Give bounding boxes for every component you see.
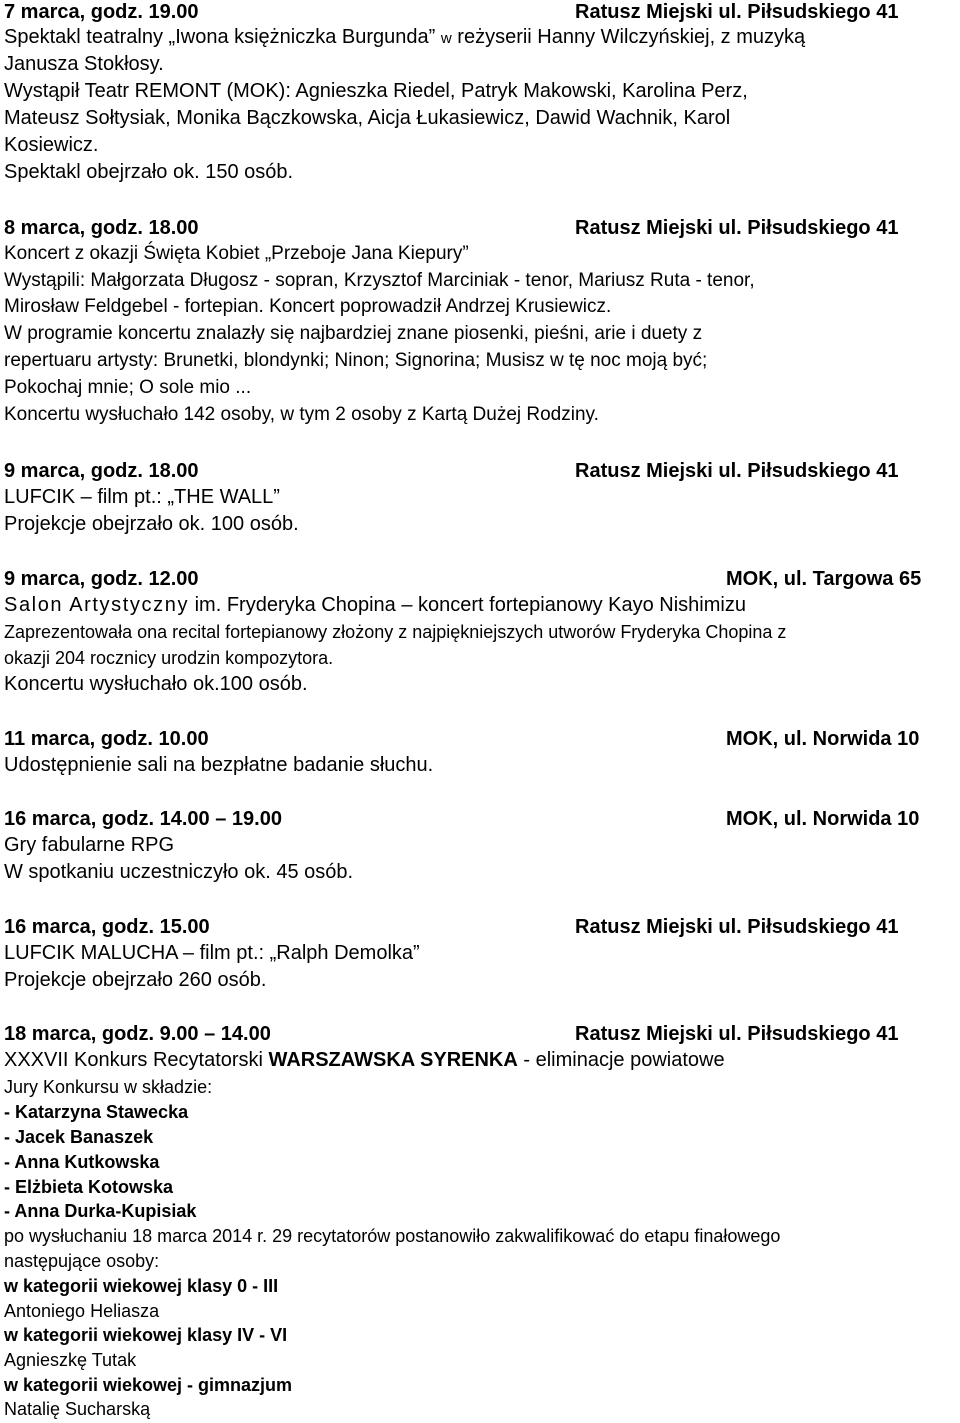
category-winner: Agnieszkę Tutak [4,1350,137,1370]
result-text: po wysłuchaniu 18 marca 2014 r. 29 recytatorów postanowiło zakwalifikować do etapu finałowego [4,1226,781,1246]
event-date: 18 marca, godz. 9.00 – 14.00 [4,1023,271,1045]
event-place: Ratusz Miejski ul. Piłsudskiego 41 [575,916,899,938]
event-program: W programie koncertu znalazły się najbardziej znane piosenki, pieśni, arie i duety z [4,323,703,344]
event-header [4,1021,956,1047]
jury-member: - Anna Kutkowska [4,1152,160,1172]
event-audience: Koncertu wysłuchało ok.100 osób. [4,673,308,695]
event-description: Zaprezentowała ona recital fortepianowy złożony z najpiękniejszych utworów Fryderyka Chopina z [4,622,787,642]
event-date: 9 marca, godz. 12.00 [4,568,199,590]
event-audience: W spotkaniu uczestniczyło ok. 45 osób. [4,861,354,883]
event-header [4,806,956,832]
jury-label: Jury Konkursu w składzie: [4,1077,213,1097]
jury-member: - Elżbieta Kotowska [4,1177,174,1197]
event-date: 16 marca, godz. 14.00 – 19.00 [4,808,282,830]
event-title: Gry fabularne RPG [4,834,175,856]
event-header [4,0,956,25]
category-winner: Natalię Sucharską [4,1399,151,1419]
jury-member: - Katarzyna Stawecka [4,1102,189,1122]
category-winner: Antoniego Heliasza [4,1301,160,1321]
event-date: 8 marca, godz. 18.00 [4,217,199,239]
event-place: Ratusz Miejski ul. Piłsudskiego 41 [575,1,899,23]
event-audience: Spektakl obejrzało ok. 150 osób. [4,161,294,183]
event-place: Ratusz Miejski ul. Piłsudskiego 41 [575,217,899,239]
event-cast: Wystąpił Teatr REMONT (MOK): Agnieszka Riedel, Patryk Makowski, Karolina Perz, [4,80,748,102]
event-title: XXXVII Konkurs Recytatorski WARSZAWSKA SYRENKA - eliminacje powiatowe [4,1049,725,1071]
event-place: MOK, ul. Norwida 10 [726,728,920,750]
event-header [4,914,956,940]
event-program: repertuaru artysty: Brunetki, blondynki; Ninon; Signorina; Musisz w tę noc moją być; [4,350,708,371]
event-cast: Kosiewicz. [4,134,99,156]
category-heading: w kategorii wiekowej klasy IV - VI [4,1325,288,1345]
event-description: okazji 204 rocznicy urodzin kompozytora. [4,648,334,668]
event-place: MOK, ul. Targowa 65 [726,568,922,590]
event-cast: Mateusz Sołtysiak, Monika Bączkowska, Aicja Łukasiewicz, Dawid Wachnik, Karol [4,107,731,129]
event-title: Spektakl teatralny „Iwona księżniczka Burgunda” w reżyserii Hanny Wilczyńskiej, z muzyką [4,26,806,48]
jury-member: - Jacek Banaszek [4,1127,154,1147]
event-program: Pokochaj mnie; O sole mio ... [4,377,252,398]
event-title: LUFCIK – film pt.: „THE WALL” [4,486,280,508]
event-date: 16 marca, godz. 15.00 [4,916,210,938]
result-text: następujące osoby: [4,1251,160,1271]
event-date: 9 marca, godz. 18.00 [4,460,199,482]
event-audience: Koncertu wysłuchało 142 osoby, w tym 2 osoby z Kartą Dużej Rodziny. [4,404,599,425]
event-header [4,458,956,484]
event-title: LUFCIK MALUCHA – film pt.: „Ralph Demolka” [4,942,420,964]
jury-member: - Anna Durka-Kupisiak [4,1201,197,1221]
event-header [4,215,956,241]
event-place: Ratusz Miejski ul. Piłsudskiego 41 [575,1023,899,1045]
category-heading: w kategorii wiekowej klasy 0 - III [4,1276,279,1296]
category-heading: w kategorii wiekowej - gimnazjum [4,1375,293,1395]
event-header [4,566,956,592]
event-place: MOK, ul. Norwida 10 [726,808,920,830]
event-date: 7 marca, godz. 19.00 [4,1,199,23]
event-title: Koncert z okazji Święta Kobiet „Przeboje Jana Kiepury” [4,243,469,264]
event-title-cont: Janusza Stokłosy. [4,53,164,75]
event-title: Udostępnienie sali na bezpłatne badanie słuchu. [4,754,434,776]
event-performers: Mirosław Feldgebel - fortepian. Koncert poprowadził Andrzej Krusiewicz. [4,296,612,317]
event-audience: Projekcje obejrzało 260 osób. [4,969,267,991]
event-place: Ratusz Miejski ul. Piłsudskiego 41 [575,460,899,482]
event-header [4,726,956,752]
event-audience: Projekcje obejrzało ok. 100 osób. [4,513,299,535]
event-title: Salon Artystyczny im. Fryderyka Chopina – koncert fortepianowy Kayo Nishimizu [4,594,746,616]
event-date: 11 marca, godz. 10.00 [4,728,209,750]
event-performers: Wystąpili: Małgorzata Długosz - sopran, Krzysztof Marciniak - tenor, Mariusz Ruta - tenor, [4,270,755,291]
